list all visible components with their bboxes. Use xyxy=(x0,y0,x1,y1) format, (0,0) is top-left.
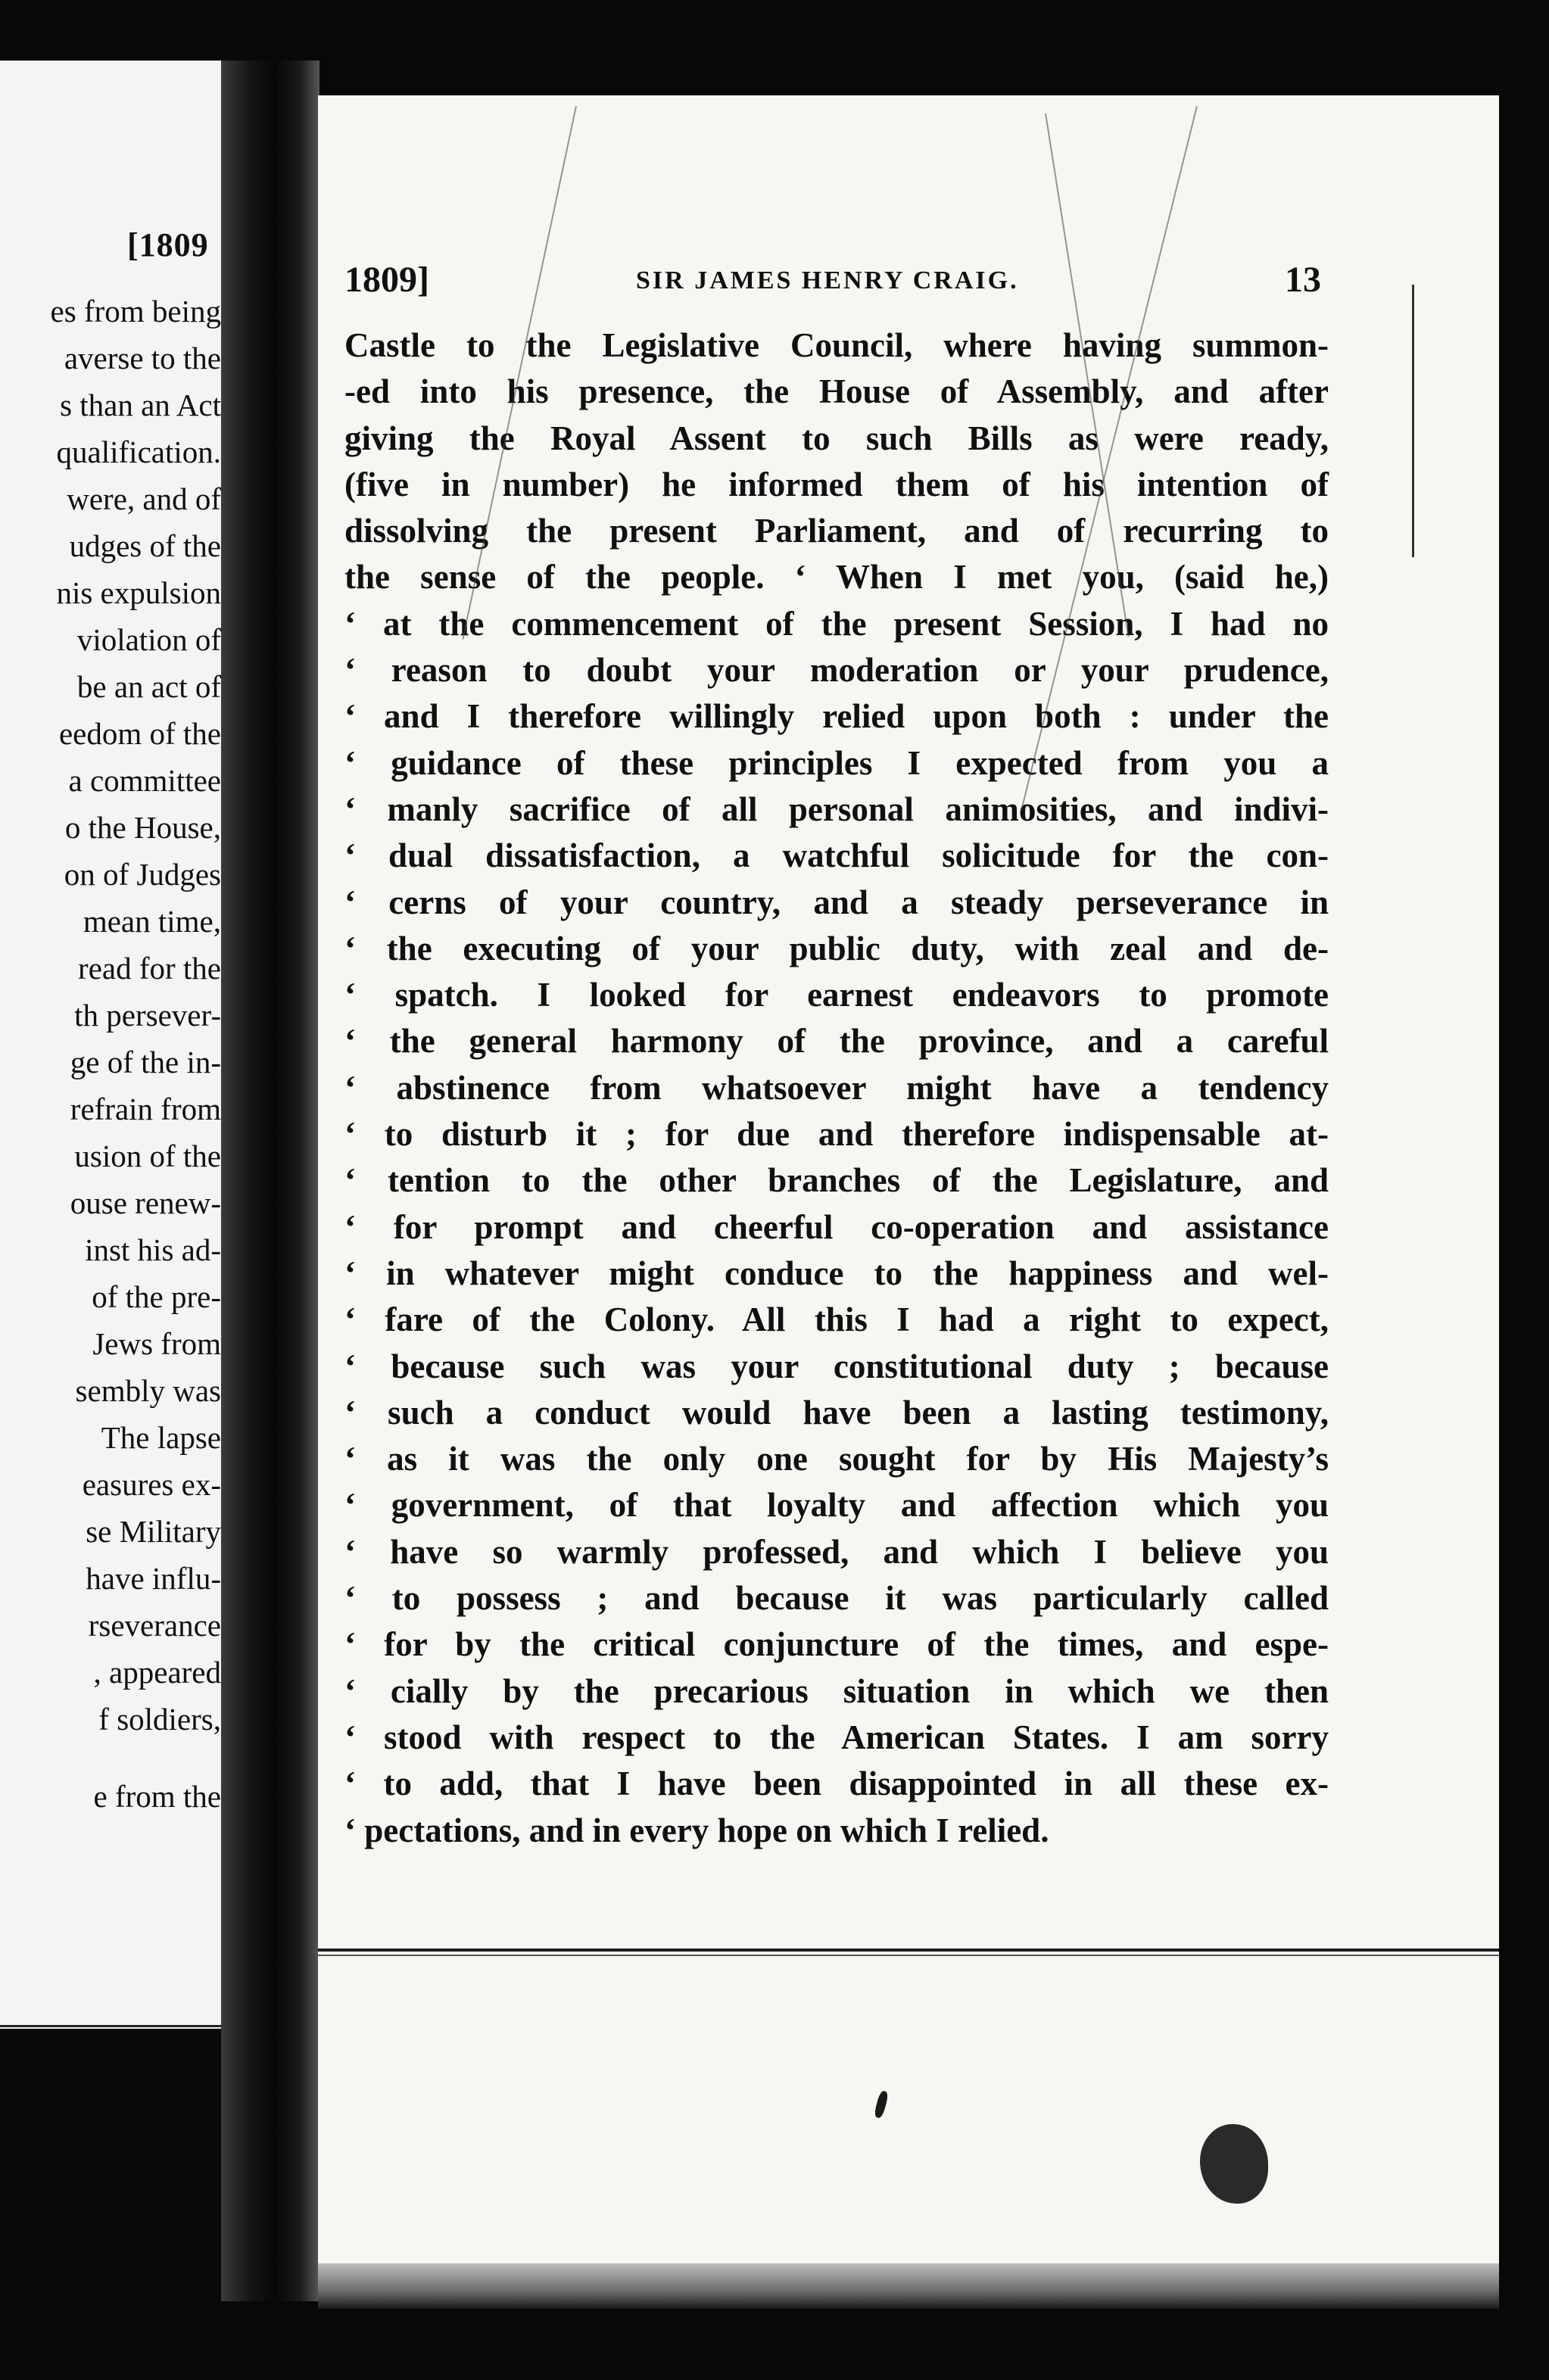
body-text-line: ‘ as it was the only one sought for by His Majesty’s xyxy=(344,1440,1329,1478)
page-bottom-rule xyxy=(318,1949,1499,1952)
left-text-line: a committee xyxy=(68,763,221,798)
left-text-line: se Military xyxy=(86,1514,221,1549)
left-text-line: es from being xyxy=(50,294,221,329)
body-text-line: Castle to the Legislative Council, where having summon- xyxy=(344,326,1329,364)
left-text-line: usion of the xyxy=(74,1139,221,1173)
left-text-line: ouse renew- xyxy=(70,1185,221,1220)
body-text-line: ‘ for prompt and cheerful co-operation and assistance xyxy=(344,1207,1329,1246)
body-text-line: ‘ pectations, and in every hope on which I relied. xyxy=(344,1811,1049,1849)
body-text-line: ‘ cially by the precarious situation in which we then xyxy=(344,1671,1329,1710)
page-bottom-rule-thin xyxy=(318,1955,1499,1956)
body-text-line: ‘ fare of the Colony. All this I had a right to expect, xyxy=(344,1301,1329,1339)
body-text-line: ‘ in whatever might conduce to the happiness and wel- xyxy=(344,1254,1329,1292)
left-text-line: Jews from xyxy=(92,1326,221,1361)
body-text-line: ‘ reason to doubt your moderation or your prudence, xyxy=(344,651,1329,690)
running-year: 1809] xyxy=(344,260,429,300)
body-text-line: ‘ because such was your constitutional duty ; because xyxy=(344,1347,1329,1385)
body-text-line: ‘ for by the critical conjuncture of the times, and espe- xyxy=(344,1625,1329,1664)
body-text-line: ‘ stood with respect to the American States. I am sorry xyxy=(344,1718,1329,1756)
body-text-line: ‘ cerns of your country, and a steady perseverance in xyxy=(344,883,1329,921)
body-text-line: ‘ have so warmly professed, and which I believe you xyxy=(344,1532,1329,1571)
body-text-line: -ed into his presence, the House of Assembly, and after xyxy=(344,372,1329,411)
ink-blot xyxy=(1200,2124,1268,2204)
body-text-line: ‘ spatch. I looked for earnest endeavors to promote xyxy=(344,976,1329,1014)
body-text-line: ‘ at the commencement of the present Session, I had no xyxy=(344,604,1329,643)
left-text-line: mean time, xyxy=(83,904,221,939)
body-text-line: ‘ government, of that loyalty and affection which you xyxy=(344,1486,1329,1525)
body-text-line: ‘ and I therefore willingly relied upon both : under the xyxy=(344,697,1329,736)
left-text-line: refrain from xyxy=(70,1092,221,1126)
left-text-line: th persever- xyxy=(74,998,221,1033)
left-text-line: on of Judges xyxy=(64,857,221,892)
left-text-line: o the House, xyxy=(64,810,221,845)
body-text-line: ‘ to disturb it ; for due and therefore indispensable at- xyxy=(344,1115,1329,1154)
left-page-rule xyxy=(0,2025,227,2027)
body-text-line: ‘ guidance of these principles I expected from you a xyxy=(344,743,1329,782)
left-text-line: averse to the xyxy=(64,341,221,375)
current-page xyxy=(318,95,1499,2306)
left-text-line: were, and of xyxy=(67,481,221,516)
body-text-line: ‘ to possess ; and because it was particularly called xyxy=(344,1579,1329,1618)
page-number: 13 xyxy=(1285,260,1321,300)
left-text-line: qualification. xyxy=(56,435,221,469)
left-text-line: rseverance xyxy=(88,1608,221,1643)
left-text-line: have influ- xyxy=(86,1561,221,1596)
body-text-line: ‘ manly sacrifice of all personal animosities, and indivi- xyxy=(344,790,1329,828)
running-title: SIR JAMES HENRY CRAIG. xyxy=(636,266,1019,294)
page-bottom-edge xyxy=(318,2263,1499,2309)
body-text-line: ‘ dual dissatisfaction, a watchful solicitude for the con- xyxy=(344,836,1329,875)
left-text-line: be an act of xyxy=(76,669,221,704)
body-text-line: ‘ tention to the other branches of the Legislature, and xyxy=(344,1161,1329,1200)
body-text-line: ‘ the executing of your public duty, with zeal and de- xyxy=(344,929,1329,967)
left-text-line: of the pre- xyxy=(92,1279,221,1314)
left-text-line: s than an Act xyxy=(60,388,221,422)
body-text-line: (five in number) he informed them of his intention of xyxy=(344,465,1329,503)
left-running-head: [1809 xyxy=(127,226,209,263)
left-text-line: inst his ad- xyxy=(85,1232,221,1267)
left-text-line: udges of the xyxy=(69,528,221,563)
body-text-line: ‘ such a conduct would have been a lasting testimony, xyxy=(344,1393,1329,1431)
ink-fleck xyxy=(874,2090,890,2119)
body-text-line: ‘ to add, that I have been disappointed in all these ex- xyxy=(344,1765,1329,1803)
page-body-text xyxy=(344,322,1329,1854)
left-text-line: easures ex- xyxy=(82,1467,221,1502)
left-text-line: eedom of the xyxy=(58,716,221,751)
left-spacer xyxy=(0,1743,221,1773)
left-text-line: violation of xyxy=(76,622,221,657)
body-text-line: ‘ the general harmony of the province, and a careful xyxy=(344,1022,1329,1061)
left-page-text xyxy=(0,288,221,1820)
page-header xyxy=(344,259,1321,304)
left-text-line: ge of the in- xyxy=(70,1045,221,1079)
left-text-line: nis expulsion xyxy=(56,575,221,610)
body-text-line: dissolving the present Parliament, and of recurring to xyxy=(344,512,1329,550)
left-text-line: read for the xyxy=(78,951,221,986)
left-text-line: sembly was xyxy=(75,1373,221,1408)
left-text-line: f soldiers, xyxy=(98,1702,221,1737)
page-edge-mark xyxy=(1412,285,1414,557)
left-footer-line: e from the xyxy=(93,1779,221,1814)
body-text-line: giving the Royal Assent to such Bills as were ready, xyxy=(344,419,1329,457)
body-text-line: the sense of the people. ‘ When I met you, (said he,) xyxy=(344,558,1329,597)
book-gutter xyxy=(221,61,319,2301)
left-text-line: , appeared xyxy=(93,1655,221,1690)
body-text-line: ‘ abstinence from whatsoever might have a tendency xyxy=(344,1068,1329,1107)
left-text-line: The lapse xyxy=(101,1420,221,1455)
